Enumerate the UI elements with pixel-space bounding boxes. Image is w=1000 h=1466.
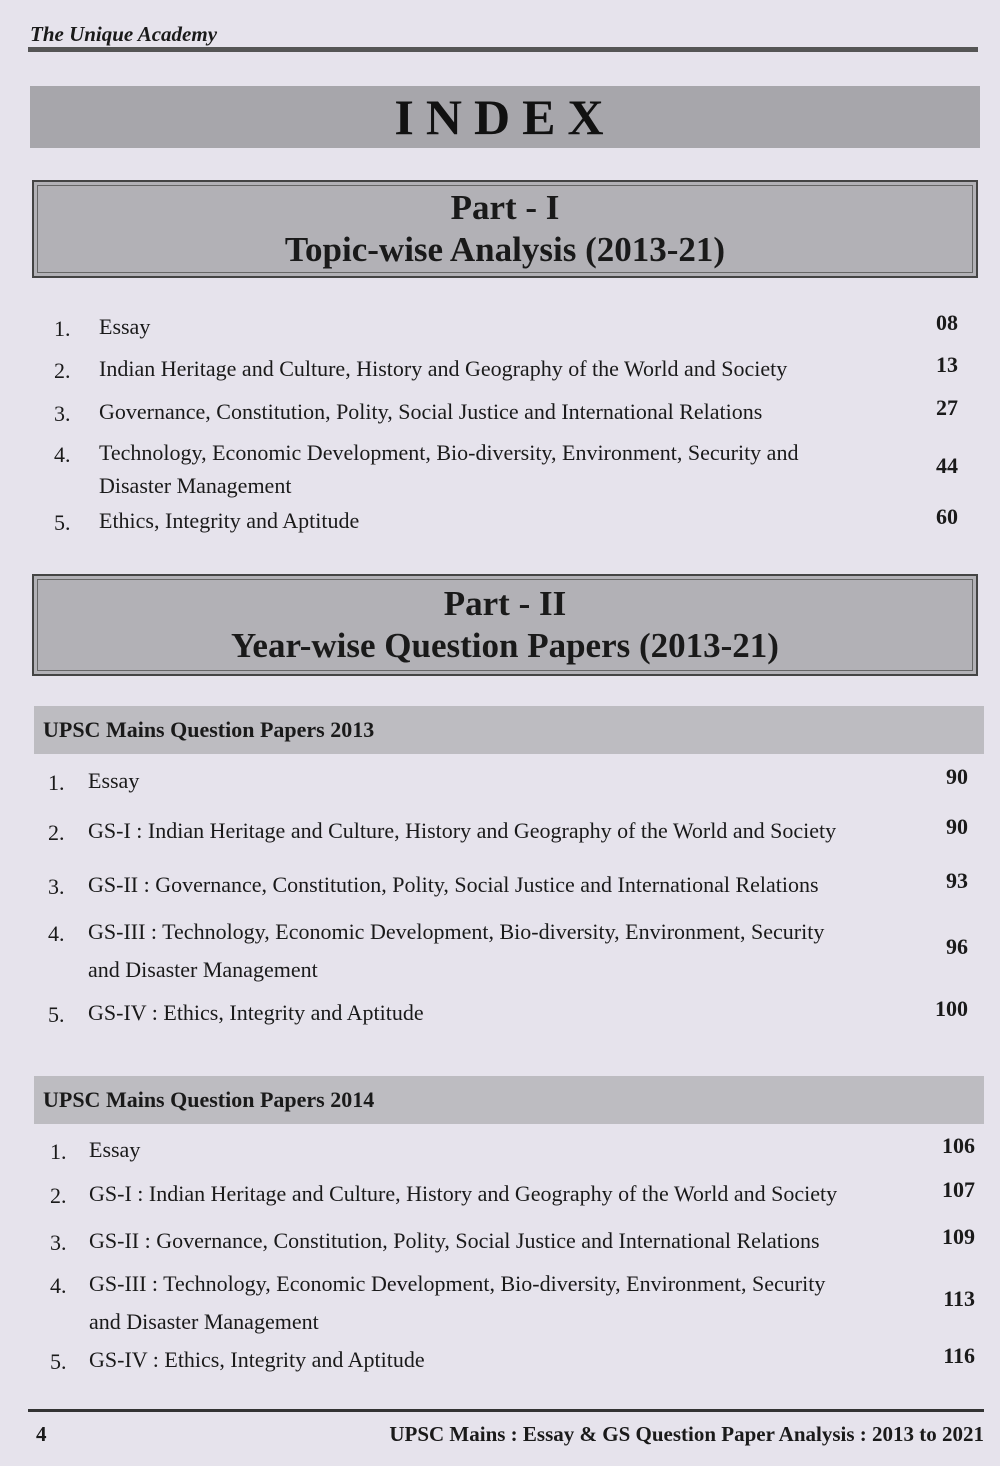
toc-entry-title: and Disaster Management	[89, 1309, 319, 1334]
toc-entry-number: 3.	[50, 1230, 67, 1255]
toc-entry-title: Essay	[88, 768, 140, 793]
toc-entry-page: 13	[936, 352, 958, 377]
part-1-box	[32, 180, 978, 278]
toc-entry-number: 4.	[48, 921, 65, 946]
toc-entry-title: GS-III : Technology, Economic Development, Bio-diversity, Environment, Security	[89, 1271, 826, 1296]
toc-entry-number: 5.	[54, 510, 71, 535]
toc-entry-page: 96	[946, 934, 968, 959]
toc-entry-number: 3.	[54, 401, 71, 426]
toc-entry-number: 3.	[48, 874, 65, 899]
footer-book-title: UPSC Mains : Essay & GS Question Paper Analysis : 2013 to 2021	[389, 1422, 984, 1446]
toc-entry-page: 116	[943, 1343, 975, 1368]
toc-entry-number: 1.	[50, 1139, 67, 1164]
toc-entry-page: 106	[942, 1133, 975, 1158]
toc-entry-title: GS-IV : Ethics, Integrity and Aptitude	[88, 1000, 424, 1025]
index-title: INDEX	[394, 89, 616, 145]
part-2-title: Year-wise Question Papers (2013-21)	[231, 626, 779, 665]
toc-entry-number: 4.	[54, 442, 71, 467]
toc-entry-title: GS-II : Governance, Constitution, Polity, Social Justice and International Relations	[88, 872, 819, 897]
toc-entry-title: Governance, Constitution, Polity, Social Justice and International Relations	[99, 399, 763, 424]
part-2-label: Part - II	[443, 584, 567, 623]
section-heading-2013: UPSC Mains Question Papers 2013	[34, 706, 984, 754]
toc-entry-title: GS-I : Indian Heritage and Culture, History and Geography of the World and Society	[88, 818, 837, 843]
part-1-title: Topic-wise Analysis (2013-21)	[284, 230, 726, 269]
toc-entry-number: 1.	[48, 770, 65, 795]
part-1-label: Part - I	[450, 188, 560, 227]
part-2-box	[32, 574, 978, 676]
toc-entry-page: 113	[943, 1286, 975, 1311]
section-heading-2014: UPSC Mains Question Papers 2014	[34, 1076, 984, 1124]
header-rule	[28, 47, 978, 52]
toc-entry-number: 5.	[50, 1349, 67, 1374]
toc-entry-title: Essay	[89, 1137, 141, 1162]
toc-entry-title: Disaster Management	[99, 473, 292, 498]
toc-entry-number: 2.	[48, 820, 65, 845]
toc-entry-title: and Disaster Management	[88, 957, 318, 982]
toc-entry-page: 90	[946, 764, 968, 789]
toc-entry-page: 27	[936, 395, 958, 420]
toc-entry-number: 1.	[54, 316, 71, 341]
toc-entry-title: GS-II : Governance, Constitution, Polity, Social Justice and International Relations	[89, 1228, 820, 1253]
toc-entry-number: 4.	[50, 1273, 67, 1298]
toc-entry-number: 5.	[48, 1002, 65, 1027]
running-head: The Unique Academy	[30, 22, 218, 46]
toc-entry-page: 109	[942, 1224, 975, 1249]
toc-entry-title: GS-IV : Ethics, Integrity and Aptitude	[89, 1347, 425, 1372]
toc-entry-title: Indian Heritage and Culture, History and Geography of the World and Society	[99, 356, 788, 381]
index-banner	[30, 86, 980, 148]
footer-page-number: 4	[36, 1422, 47, 1446]
toc-entry-number: 2.	[50, 1183, 67, 1208]
toc-entry-title: Ethics, Integrity and Aptitude	[99, 508, 360, 533]
toc-entry-page: 107	[942, 1177, 975, 1202]
toc-entry-title: GS-I : Indian Heritage and Culture, History and Geography of the World and Society	[89, 1181, 838, 1206]
toc-entry-page: 100	[935, 996, 968, 1021]
toc-entry-title: GS-III : Technology, Economic Development, Bio-diversity, Environment, Security	[88, 919, 825, 944]
toc-entry-title: Essay	[99, 314, 151, 339]
toc-entry-title: Technology, Economic Development, Bio-diversity, Environment, Security and	[99, 440, 799, 465]
toc-entry-number: 2.	[54, 358, 71, 383]
toc-entry-page: 93	[946, 868, 968, 893]
toc-entry-page: 90	[946, 814, 968, 839]
toc-entry-page: 44	[936, 452, 958, 478]
footer-rule	[28, 1409, 984, 1412]
toc-entry-page: 60	[936, 504, 958, 529]
toc-entry-page: 08	[936, 310, 958, 335]
